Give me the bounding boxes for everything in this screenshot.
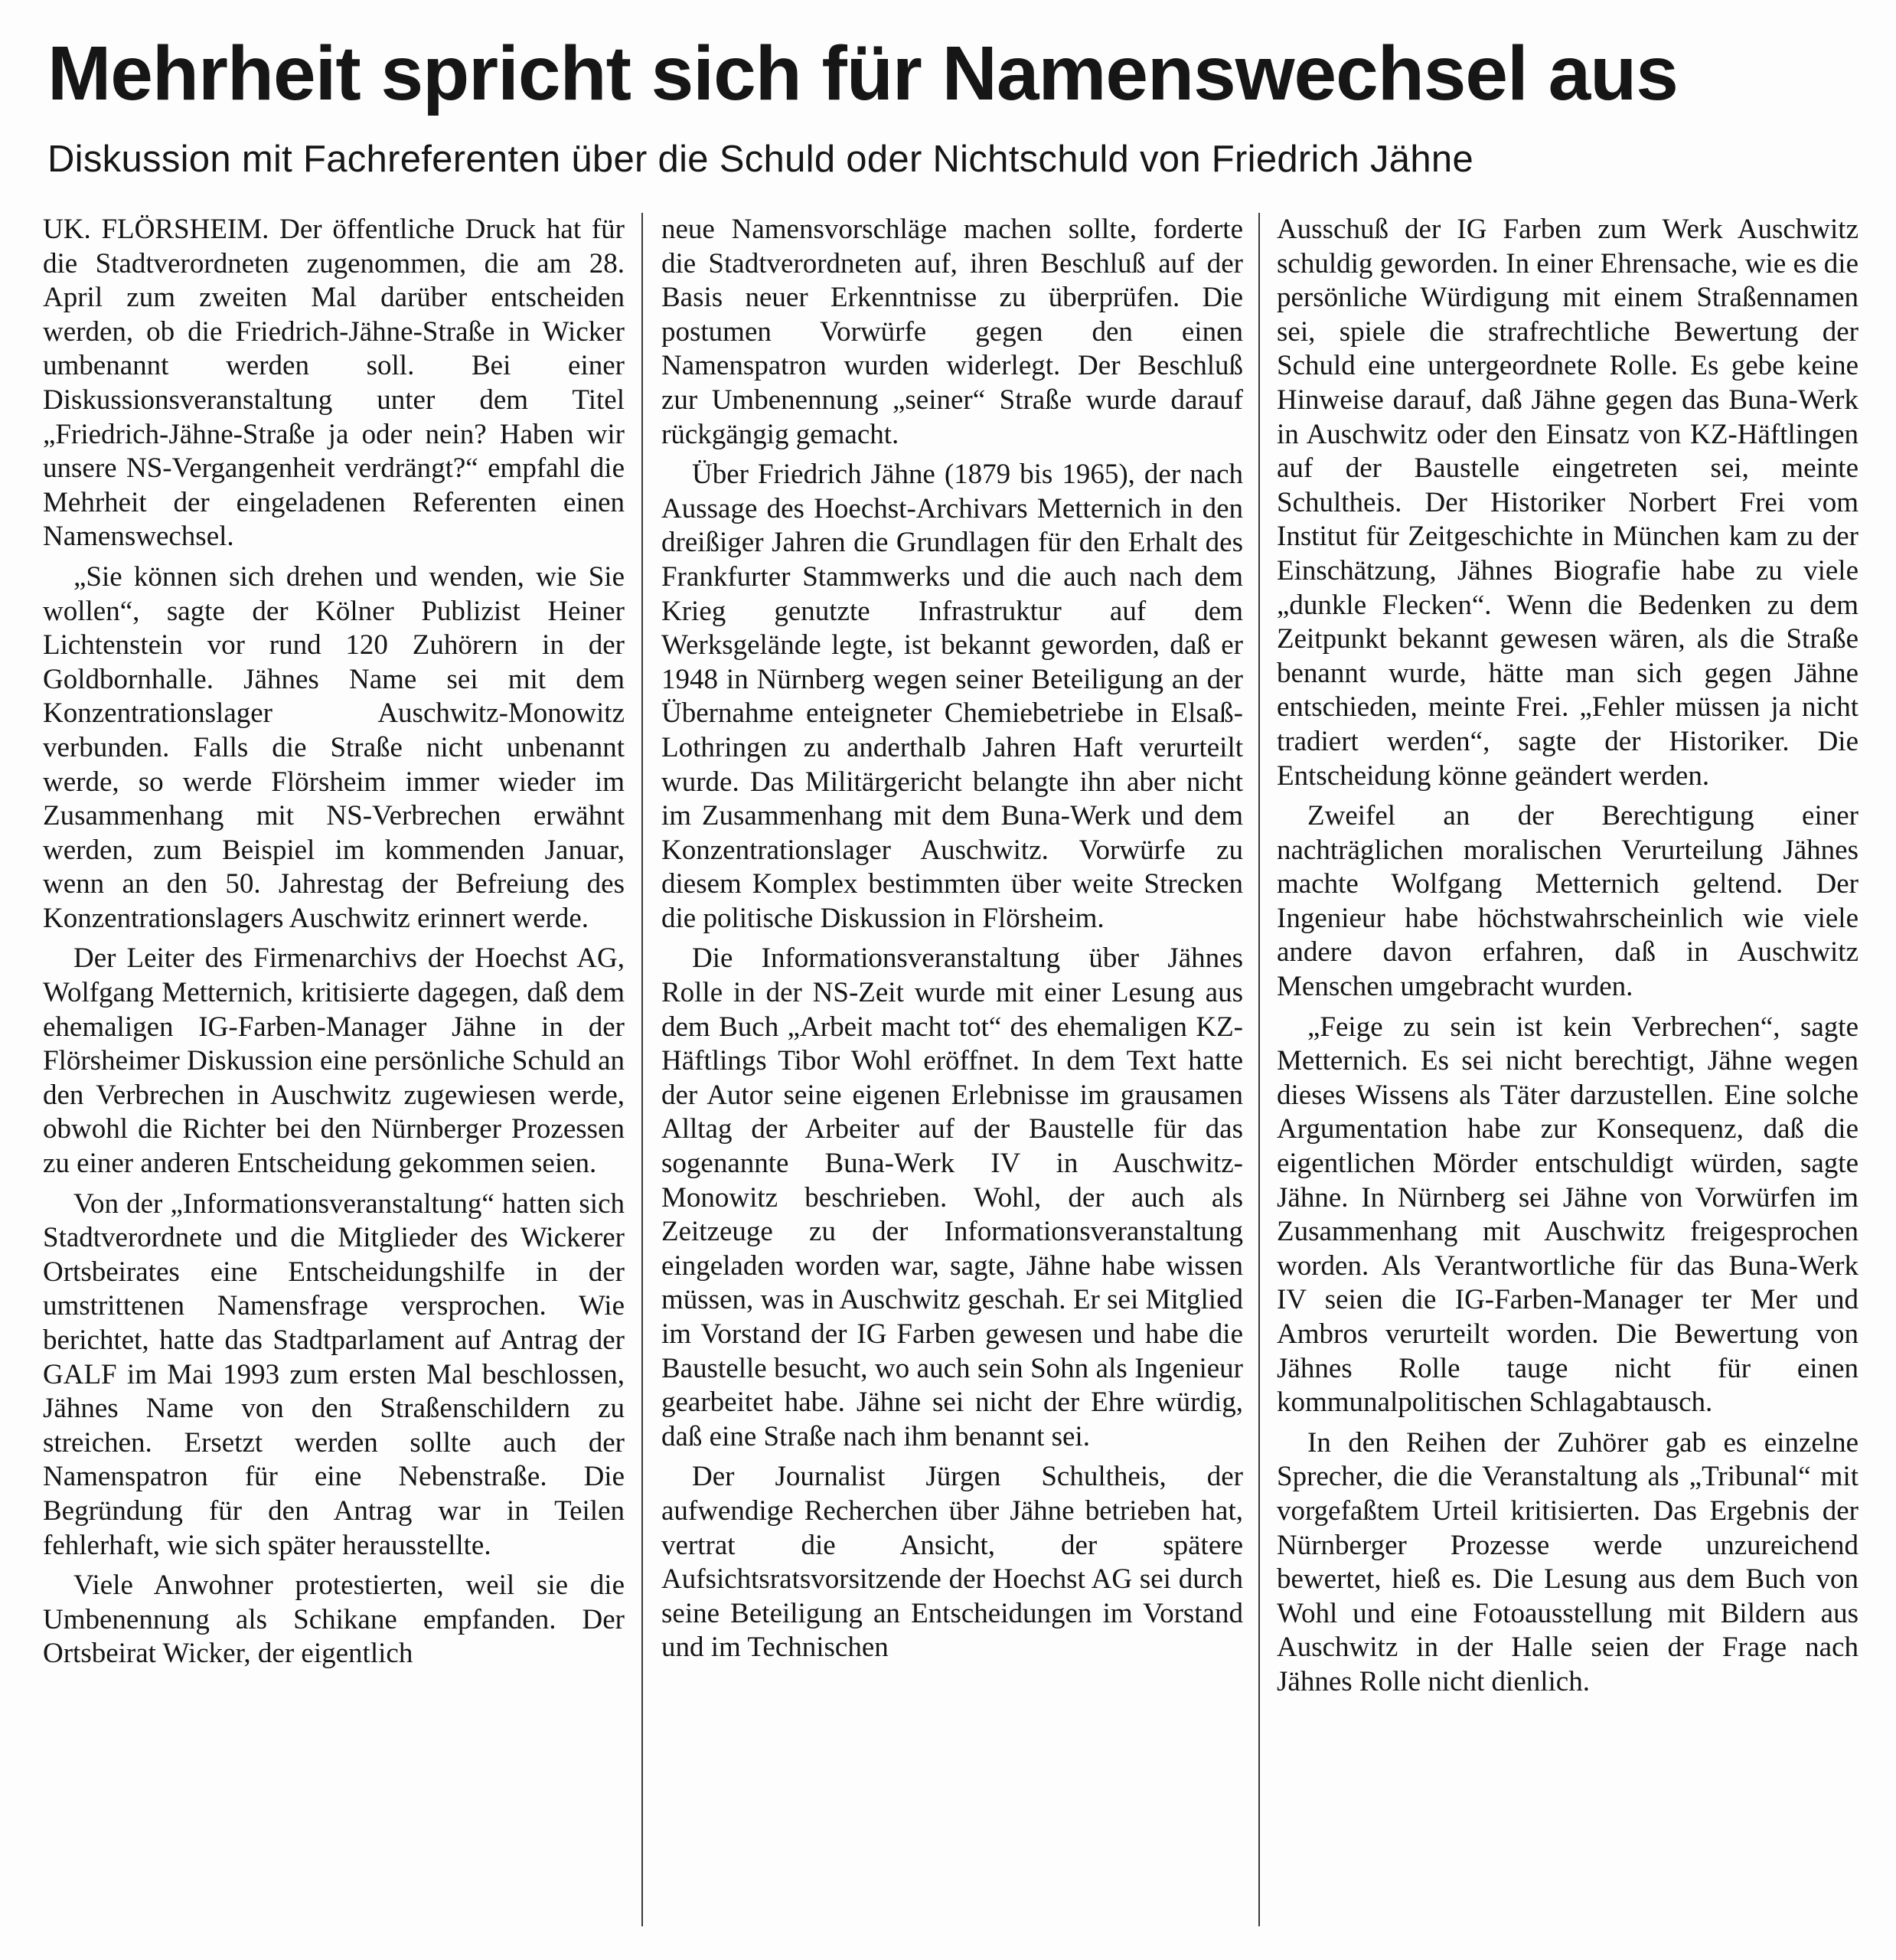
subheadline: Diskussion mit Fachreferenten über die Schuld oder Nichtschuld von Friedrich Jähne [47,139,1474,180]
paragraph: Der Journalist Jürgen Schultheis, der aufwendige Recherchen über Jähne betrieben hat, vertrat die Ansicht, der spätere Aufsichtsratsvorsitzende der Hoechst AG sei durch seine Beteiligung an Entscheidungen im Vorstand und im Technischen [661,1461,1243,1664]
column-divider [641,213,643,1926]
paragraph: „Sie können sich drehen und wenden, wie Sie wollen“, sagte der Kölner Publizist Heiner Lichtenstein vor rund 120 Zuhörern in der Goldbornhalle. Jähnes Name sei mit dem Konzentrationslager Auschwitz-Monowitz verbunden. Falls die Straße nicht unbenannt werde, so werde Flörsheim immer wieder im Zusammenhang mit NS-Verbrechen erwähnt werden, zum Beispiel im kommenden Januar, wenn an den 50. Jahrestag der Befreiung des Konzentrationslagers Auschwitz erinnert werde. [43,560,625,934]
paragraph: UK. FLÖRSHEIM. Der öffentliche Druck hat für die Stadtverordneten zugenommen, die am 28. April zum zweiten Mal darüber entscheiden werden, ob die Friedrich-Jähne-Straße in Wicker umbenannt werden soll. Bei einer Diskussionsveranstaltung unter dem Titel „Friedrich-Jähne-Straße ja oder nein? Haben wir unsere NS-Vergangenheit verdrängt?“ empfahl die Mehrheit der eingeladenen Referenten einen Namenswechsel. [43,214,625,553]
paragraph: Über Friedrich Jähne (1879 bis 1965), der nach Aussage des Hoechst-Archivars Metternich in den dreißiger Jahren die Grundlagen für den Erhalt des Frankfurter Stammwerks und die auch nach dem Krieg genutzte Infrastruktur auf dem Werksgelände legte, ist bekannt geworden, daß er 1948 in Nürnberg wegen seiner Beteiligung an der Übernahme enteigneter Chemiebetriebe in Elsaß-Lothringen zu anderthalb Jahren Haft verurteilt wurde. Das Militärgericht belangte ihn aber nicht im Zusammenhang mit dem Buna-Werk und dem Konzentrationslager Auschwitz. Vorwürfe zu diesem Komplex bestimmten über weite Strecken die politische Diskussion in Flörsheim. [661,459,1243,934]
paragraph: neue Namensvorschläge machen sollte, forderte die Stadtverordneten auf, ihren Beschluß auf der Basis neuer Erkenntnisse zu überprüfen. Die postumen Vorwürfe gegen den einen Namenspatron wurden widerlegt. Der Beschluß zur Umbenennung „seiner“ Straße wurde darauf rückgängig gemacht. [661,214,1243,450]
article-column-3 [1277,213,1858,1928]
paragraph: Der Leiter des Firmenarchivs der Hoechst AG, Wolfgang Metternich, kritisierte dagegen, daß dem ehemaligen IG-Farben-Manager Jähne in der Flörsheimer Diskussion eine persönliche Schuld an den Verbrechen in Auschwitz zugewiesen werde, obwohl die Richter bei den Nürnberger Prozessen zu einer anderen Entscheidung gekommen seien. [43,942,625,1180]
column-divider [1258,213,1260,1926]
headline: Mehrheit spricht sich für Namenswechsel aus [47,31,1678,116]
article-columns [43,213,1862,1928]
paragraph: Viele Anwohner protestierten, weil sie die Umbenennung als Schikane empfanden. Der Ortsbeirat Wicker, der eigentlich [43,1570,625,1670]
paragraph: Von der „Informationsveranstaltung“ hatten sich Stadtverordnete und die Mitglieder des Wickerer Ortsbeirates eine Entscheidungshilfe in der umstrittenen Namensfrage versprochen. Wie berichtet, hatte das Stadtparlament auf Antrag der GALF im Mai 1993 zum ersten Mal beschlossen, Jähnes Name von den Straßenschildern zu streichen. Ersetzt werden sollte auch der Namenspatron für eine Nebenstraße. Die Begründung für den Antrag war in Teilen fehlerhaft, wie sich später herausstellte. [43,1187,625,1561]
article-column-1 [43,213,625,1928]
paragraph: Die Informationsveranstaltung über Jähnes Rolle in der NS-Zeit wurde mit einer Lesung aus dem Buch „Arbeit macht tot“ des ehemaligen KZ-Häftlings Tibor Wohl eröffnet. In dem Text hatte der Autor seine eigenen Erlebnisse im grausamen Alltag der Arbeiter auf der Baustelle für das sogenannte Buna-Werk IV in Auschwitz-Monowitz beschrieben. Wohl, der auch als Zeitzeuge zu der Informationsveranstaltung eingeladen worden war, sagte, Jähne habe wissen müssen, was in Auschwitz geschah. Er sei Mitglied im Vorstand der IG Farben gewesen und habe die Baustelle besucht, wo auch sein Sohn als Ingenieur gearbeitet habe. Jähne sei nicht der Ehre würdig, daß eine Straße nach ihm benannt sei. [661,942,1243,1452]
article-column-2 [661,213,1243,1928]
paragraph: In den Reihen der Zuhörer gab es einzelne Sprecher, die die Veranstaltung als „Tribunal“ mit vorgefaßtem Urteil kritisierten. Das Ergebnis der Nürnberger Prozesse werde unzureichend bewertet, hieß es. Die Lesung aus dem Buch von Wohl und eine Fotoausstellung mit Bildern aus Auschwitz in der Halle seien der Frage nach Jähnes Rolle nicht dienlich. [1277,1426,1858,1697]
paragraph: „Feige zu sein ist kein Verbrechen“, sagte Metternich. Es sei nicht berechtigt, Jähne wegen dieses Wissens als Täter darzustellen. Eine solche Argumentation habe zur Konsequenz, daß die eigentlichen Mörder entschuldigt würden, sagte Jähne. In Nürnberg sei Jähne von Vorwürfen im Zusammenhang mit Auschwitz freigesprochen worden. Als Verantwortliche für das Buna-Werk IV seien die IG-Farben-Manager ter Mer und Ambros verurteilt worden. Die Bewertung von Jähnes Rolle tauge nicht für einen kommunalpolitischen Schlagabtausch. [1277,1011,1858,1419]
paragraph: Ausschuß der IG Farben zum Werk Auschwitz schuldig geworden. In einer Ehrensache, wie es die persönliche Würdigung mit einem Straßennamen sei, spiele die strafrechtliche Bewertung der Schuld eine untergeordnete Rolle. Es gebe keine Hinweise darauf, daß Jähne gegen das Buna-Werk in Auschwitz oder den Einsatz von KZ-Häftlingen auf der Baustelle eingetreten sei, meinte Schultheis. Der Historiker Norbert Frei vom Institut für Zeitgeschichte in München kam zu der Einschätzung, Jähnes Biografie habe zu viele „dunkle Flecken“. Wenn die Bedenken zu dem Zeitpunkt bekannt gewesen wären, als die Straße benannt wurde, hätte man sich gegen Jähne entschieden, meinte Frei. „Fehler müssen ja nicht tradiert werden“, sagte der Historiker. Die Entscheidung könne geändert werden. [1277,214,1858,792]
paragraph: Zweifel an der Berechtigung einer nachträglichen moralischen Verurteilung Jähnes machte Wolfgang Metternich geltend. Der Ingenieur habe höchstwahrscheinlich wie viele andere davon erfahren, daß in Auschwitz Menschen umgebracht wurden. [1277,800,1858,1003]
